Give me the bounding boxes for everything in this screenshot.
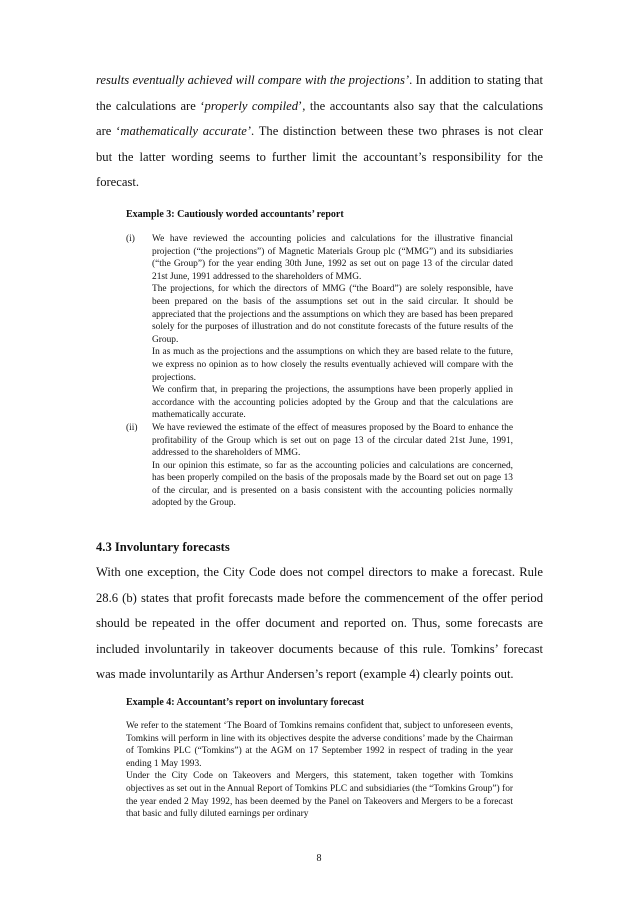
- example3-body: [126, 233, 513, 510]
- example4-body: [126, 720, 513, 821]
- section-paragraph: With one exception, the City Code does not compel directors to make a forecast. Rule 28.6 (b) states that profit forecasts made before the commencement of the offer period should be repeated in the offer document and reported on. Thus, some forecasts are included involuntarily in takeover documents because of this rule. Tomkins’ forecast was made involuntarily as Arthur Andersen’s report (example 4) clearly points out.: [96, 565, 543, 682]
- example3-title: Example 3: Cautiously worded accountants’ report: [126, 209, 344, 220]
- intro-italic-quote: results eventually achieved will compare with the projections’: [96, 73, 410, 87]
- section-heading: 4.3 Involuntary forecasts: [96, 540, 230, 554]
- item-paragraph: We confirm that, in preparing the projections, the assumptions have been properly applied in accordance with the accounting policies adopted by the Group and that the calculations are mathematically accurate.: [152, 385, 513, 421]
- intro-text: ’, the accountants also say that the calculations are ‘: [96, 98, 544, 139]
- item-paragraph: We have reviewed the accounting policies and calculations for the illustrative financial projection (“the projections”) of Magnetic Materials Group plc (“MMG”) and its subsidiaries (“the Group”) for the year ending 30th June, 1992 as set out on page 13 of the circular dated 21st June, 1991 addressed to the shareholders of MMG.: [152, 234, 513, 282]
- intro-italic-phrase: mathematically accurate’: [120, 124, 252, 139]
- item-body: [152, 422, 513, 510]
- page-number: 8: [316, 853, 322, 864]
- intro-paragraph: [96, 68, 543, 196]
- item-number: (i): [126, 234, 135, 244]
- intro-italic-phrase: properly compiled: [204, 98, 299, 113]
- example4-paragraph: Under the City Code on Takeovers and Mergers, this statement, taken together with Tomkins objectives as set out in the Annual Report of Tomkins PLC and subsidiaries (the “Tomkins Group”) for the year ended 2 May 1992, has been deemed by the Panel on Takeovers and Mergers to be a forecast that basic and fully diluted earnings per ordinary: [126, 771, 513, 820]
- item-body: [152, 233, 513, 422]
- example4-title: Example 4: Accountant’s report on involuntary forecast: [126, 697, 365, 708]
- item-number: (ii): [126, 422, 138, 433]
- example4-paragraph: We refer to the statement ‘The Board of Tomkins remains confident that, subject to unforeseen events, Tomkins will perform in line with its objectives despite the adverse conditions’ made by the Chairman of Tomkins PLC (“Tomkins”) at the AGM on 17 September 1992 in respect of trading in the year ending 1 May 1993.: [126, 721, 513, 769]
- example3-item: [126, 233, 513, 422]
- example3-item: [126, 422, 513, 510]
- item-paragraph: The projections, for which the directors of MMG (“the Board”) are solely responsible, have been prepared on the basis of the assumptions set out in the said circular. It should be appreciated that the projections and the assumptions on which they are based has been prepared solely for the purposes of illustration and do not constitute forecasts of the future results of the Group.: [152, 284, 513, 345]
- intro-text: . In addition to stating that the calculations are ‘: [96, 73, 544, 113]
- intro-text: . The distinction between these two phrases is not clear but the latter wording seems to further limit the accountant’s responsibility for the forecast.: [96, 124, 544, 190]
- item-paragraph: We have reviewed the estimate of the effect of measures proposed by the Board to enhance the profitability of the Group which is set out on page 13 of the circular dated 21st June, 1991, addressed to the shareholders of MMG.: [152, 422, 513, 459]
- item-paragraph: In as much as the projections and the assumptions on which they are based relate to the future, we express no opinion as to how closely the results eventually achieved will compare with the projections.: [152, 347, 513, 383]
- item-paragraph: In our opinion this estimate, so far as the accounting policies and calculations are concerned, has been properly compiled on the basis of the proposals made by the Board set out on page 13 of the circular, and is presented on a basis consistent with the accounting policies normally adopted by the Group.: [152, 460, 513, 509]
